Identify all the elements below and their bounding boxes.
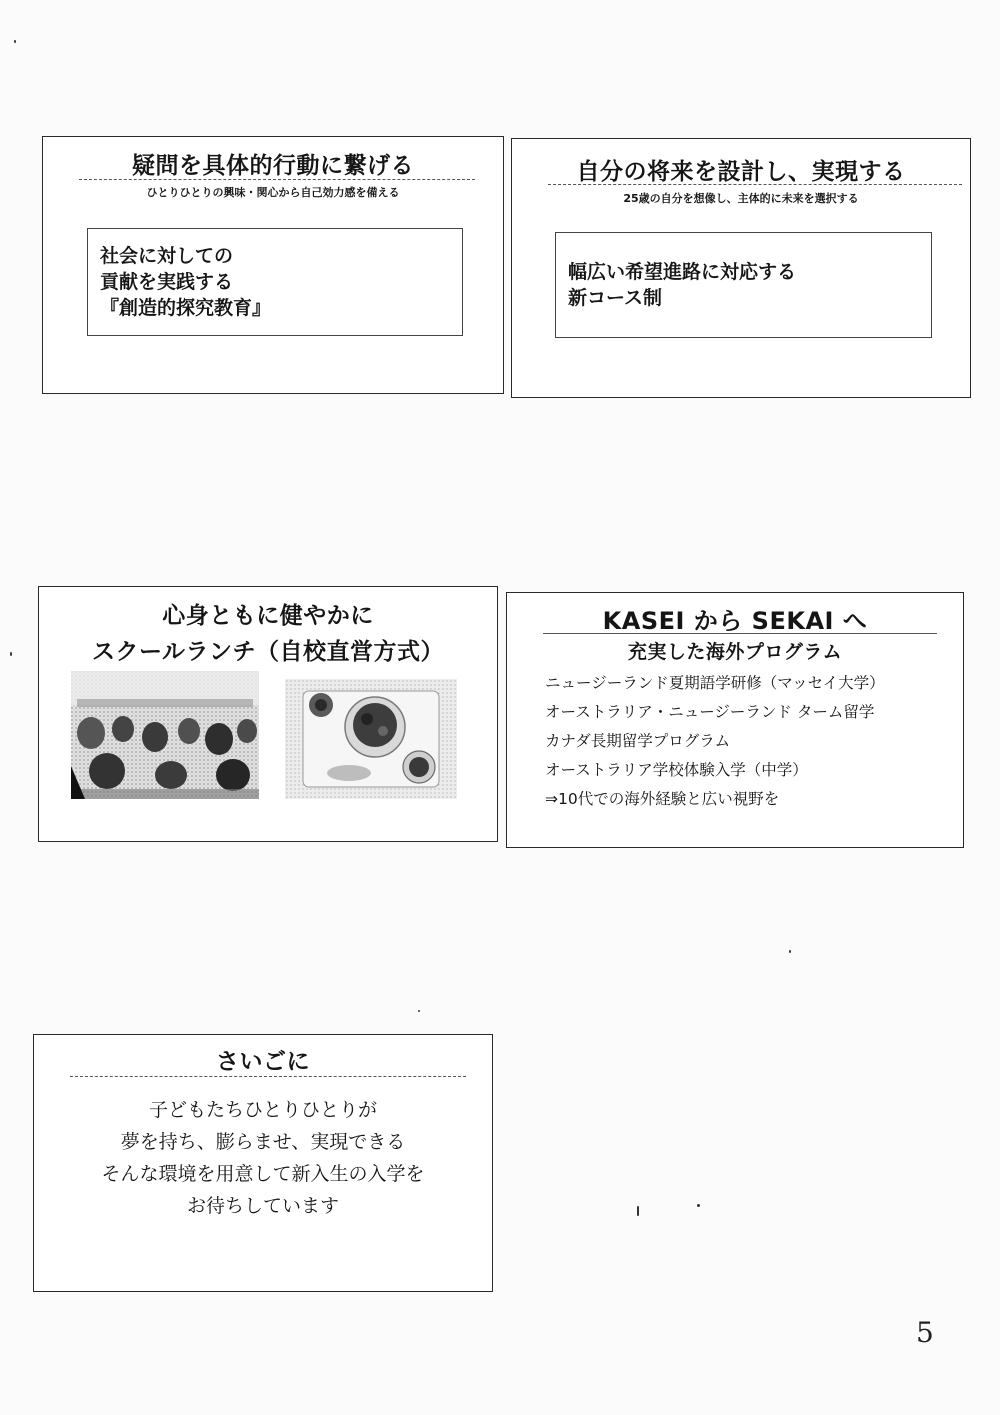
scan-speck	[697, 1204, 700, 1207]
program-item: ニュージーランド夏期語学研修（マッセイ大学）	[545, 674, 885, 692]
slide-closing	[33, 1034, 493, 1292]
slide-title: さいごに	[216, 1049, 310, 1075]
scan-speck	[14, 40, 16, 43]
slide-inquiry	[42, 136, 504, 394]
scan-speck	[10, 652, 12, 656]
title-divider	[543, 633, 937, 634]
slide-future-design	[511, 138, 971, 398]
slide-title: KASEI から SEKAI へ	[602, 607, 868, 635]
title-divider	[79, 179, 475, 180]
scan-speck	[418, 1010, 420, 1012]
box-line: 貢献を実践する	[100, 271, 234, 293]
slide-title-line2: スクールランチ（自校直営方式）	[91, 639, 445, 665]
highlight-box	[87, 228, 463, 336]
box-line: 幅広い希望進路に対応する	[568, 261, 797, 283]
closing-line: 子どもたちひとりひとりが	[148, 1099, 377, 1121]
page-number: 5	[916, 1316, 934, 1349]
slide-school-lunch	[38, 586, 498, 842]
slide-subtitle: 充実した海外プログラム	[627, 641, 843, 663]
box-line: 社会に対しての	[100, 245, 234, 267]
students-eating-lunch-photo	[71, 671, 259, 799]
title-divider	[70, 1076, 466, 1077]
closing-line: 夢を持ち、膨らませ、実現できる	[120, 1131, 406, 1153]
program-item: カナダ長期留学プログラム	[545, 732, 731, 750]
closing-line: そんな環境を用意して新入生の入学を	[101, 1163, 425, 1185]
slide-subtitle: 25歳の自分を想像し、主体的に未来を選択する	[623, 192, 859, 205]
box-line: 『創造的探究教育』	[100, 297, 272, 319]
scan-speck	[637, 1206, 639, 1216]
program-item: オーストラリア・ニュージーランド ターム留学	[545, 703, 875, 721]
slide-title: 心身ともに健やかに	[162, 603, 374, 629]
slide-title: 自分の将来を設計し、実現する	[576, 159, 906, 185]
title-divider	[548, 184, 962, 185]
program-item: ⇒10代での海外経験と広い視野を	[545, 790, 780, 808]
slide-subtitle: ひとりひとりの興味・関心から自己効力感を備える	[146, 186, 400, 199]
scan-speck	[789, 950, 791, 953]
lunch-tray-photo	[285, 679, 457, 799]
program-item: オーストラリア学校体験入学（中学）	[545, 761, 808, 779]
box-line: 新コース制	[568, 287, 663, 309]
highlight-box	[555, 232, 932, 338]
slide-title: 疑問を具体的行動に繋げる	[132, 153, 414, 179]
closing-line: お待ちしています	[186, 1195, 339, 1217]
slide-overseas-programs	[506, 592, 964, 848]
